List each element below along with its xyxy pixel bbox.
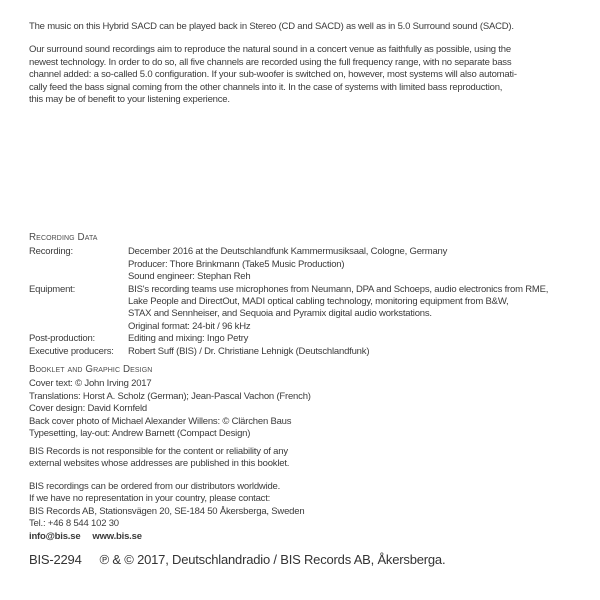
disclaimer-lines — [29, 446, 586, 471]
recording-data-rows — [29, 246, 586, 358]
text-line: December 2016 at the Deutschlandfunk Kammermusiksaal, Cologne, Germany — [128, 246, 448, 258]
text-line: Robert Suff (BIS) / Dr. Christiane Lehnigk (Deutschlandfunk) — [128, 345, 370, 357]
copyright-line: ℗ & © 2017, Deutschlandradio / BIS Records AB, Åkersberga. — [99, 552, 446, 567]
text-line: BIS's recording teams use microphones from Neumann, DPA and Schoeps, audio electronics from RME, — [128, 283, 549, 295]
credit-line: Typesetting, lay-out: Andrew Barnett (Compact Design) — [29, 428, 251, 440]
catalogue-number: BIS-2294 — [29, 552, 82, 567]
text-line: external websites whose addresses are published in this booklet. — [29, 458, 290, 470]
contact-line — [29, 531, 586, 543]
text-line: Producer: Thore Brinkmann (Take5 Music Production) — [128, 258, 345, 270]
row-value — [128, 333, 586, 345]
ordering-info-section — [29, 481, 586, 543]
text-line: BIS Records AB, Stationsvägen 20, SE-184 50 Åkersberga, Sweden — [29, 505, 305, 517]
text-line: Tel.: +46 8 544 102 30 — [29, 518, 119, 530]
booklet-design-credits — [29, 378, 586, 440]
text-line: cally feed the bass signal coming from the other channels into it. In the case of systems with limited bass reproduction, — [29, 81, 503, 93]
disclaimer-section — [29, 446, 586, 471]
contact-website: www.bis.se — [92, 530, 142, 542]
intro-paragraph-1: The music on this Hybrid SACD can be played back in Stereo (CD and SACD) as well as in 5.0 Surround sound (SACD). — [29, 21, 514, 32]
row-label: Post-production: — [29, 333, 95, 345]
row-value — [128, 346, 586, 358]
credit-line: Back cover photo of Michael Alexander Willens: © Clärchen Baus — [29, 415, 292, 427]
credit-line: Cover text: © John Irving 2017 — [29, 378, 152, 390]
row-label: Recording: — [29, 246, 73, 258]
text-line: Editing and mixing: Ingo Petry — [128, 333, 249, 345]
data-row — [29, 246, 586, 283]
intro-paragraph-2 — [29, 44, 586, 106]
recording-data-section — [29, 232, 586, 358]
data-row — [29, 284, 586, 334]
row-value — [128, 246, 586, 283]
text-line: BIS recordings can be ordered from our distributors worldwide. — [29, 481, 281, 492]
data-row — [29, 346, 586, 358]
booklet-design-section — [29, 364, 586, 440]
text-line: BIS Records is not responsible for the content or reliability of any — [29, 446, 288, 457]
text-line: If we have no representation in your country, please contact: — [29, 493, 271, 505]
footer-line — [29, 551, 586, 569]
recording-data-heading: Recording Data — [29, 232, 98, 243]
text-line: channel added: a so-called 5.0 configuration. If your sub-woofer is switched on, however, most systems will also automati- — [29, 69, 517, 81]
row-label: Executive producers: — [29, 345, 114, 357]
data-row — [29, 333, 586, 345]
text-line: Lake People and DirectOut, MADI optical cabling technology, monitoring equipment from B&W, — [128, 296, 509, 308]
text-line: Our surround sound recordings aim to reproduce the natural sound in a concert venue as faithfully as possible, using the — [29, 44, 511, 56]
text-line: STAX and Sennheiser, and Sequoia and Pyramix digital audio workstations. — [128, 308, 432, 320]
credit-line: Cover design: David Kornfeld — [29, 403, 147, 415]
footer-section — [29, 551, 586, 569]
intro-section — [29, 21, 586, 106]
contact-email: info@bis.se — [29, 530, 81, 542]
text-line: this may be of benefit to your listening experience. — [29, 94, 230, 106]
text-line: Sound engineer: Stephan Reh — [128, 271, 251, 283]
credit-line: Translations: Horst A. Scholz (German); Jean-Pascal Vachon (French) — [29, 390, 311, 402]
ordering-lines — [29, 481, 586, 531]
row-value — [128, 284, 586, 334]
text-line: newest technology. In order to do so, all five channels are recorded using the full frequency range, with no separate bass — [29, 56, 512, 68]
row-label: Equipment: — [29, 283, 76, 295]
text-line: Original format: 24-bit / 96 kHz — [128, 320, 251, 332]
booklet-design-heading: Booklet and Graphic Design — [29, 364, 153, 375]
